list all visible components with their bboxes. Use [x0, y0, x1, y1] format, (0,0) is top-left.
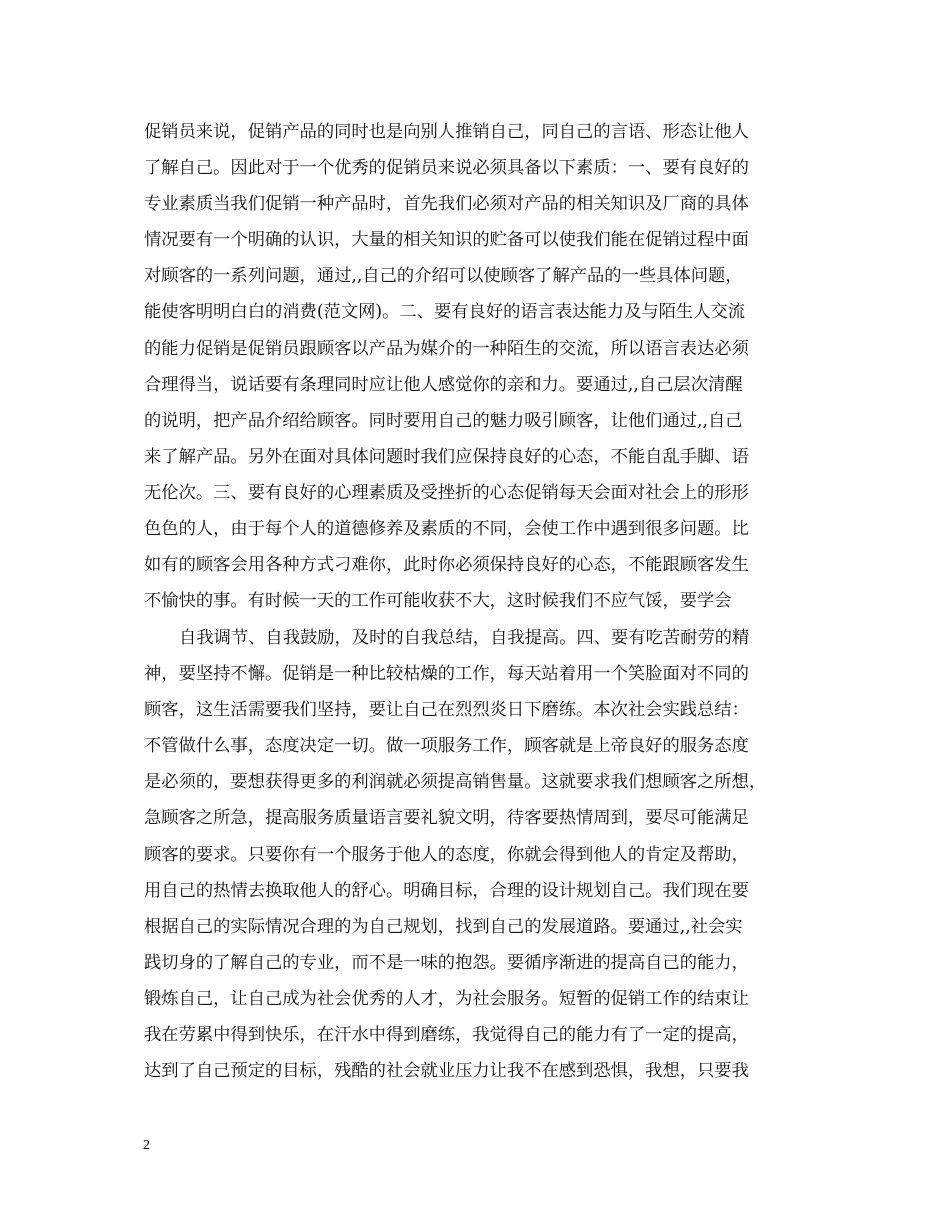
text-line: 锻炼自己，让自己成为社会优秀的人才，为社会服务。短暂的促销工作的结束让 [144, 988, 749, 1009]
text-line: 不管做什么事，态度决定一切。做一项服务工作，顾客就是上帝良好的服务态度 [144, 736, 749, 757]
paragraph-2 [144, 620, 814, 1089]
text-line: 的说明，把产品介绍给顾客。同时要用自己的魅力吸引顾客，让他们通过,,自己 [144, 410, 743, 431]
text-line: 达到了自己预定的目标，残酷的社会就业压力让我不在感到恐惧，我想，只要我 [144, 1061, 749, 1082]
text-line: 是必须的，要想获得更多的利润就必须提高销售量。这就要求我们想顾客之所想， [144, 772, 767, 793]
text-line: 践切身的了解自己的专业，而不是一味的抱怨。要循序渐进的提高自己的能力， [144, 952, 749, 973]
text-line: 色色的人，由于每个人的道德修养及素质的不同，会使工作中遇到很多问题。比 [144, 519, 749, 540]
text-line: 了解自己。因此对于一个优秀的促销员来说必须具备以下素质：一、要有良好的 [144, 158, 749, 179]
text-line: 急顾客之所急，提高服务质量语言要礼貌文明，待客要热情周到，要尽可能满足 [144, 808, 749, 829]
text-line: 不愉快的事。有时候一天的工作可能收获不大，这时候我们不应气馁，要学会 [144, 591, 732, 612]
text-line: 用自己的热情去换取他人的舒心。明确目标，合理的设计规划自己。我们现在要 [144, 880, 749, 901]
text-line-indented: 自我调节、自我鼓励，及时的自我总结，自我提高。四、要有吃苦耐劳的精 [179, 628, 750, 648]
text-line: 无伦次。三、要有良好的心理素质及受挫折的心态促销每天会面对社会上的形形 [144, 482, 749, 503]
text-line: 顾客，这生活需要我们坚持，要让自己在烈烈炎日下磨练。本次社会实践总结： [144, 700, 749, 721]
text-line: 对顾客的一系列问题，通过,,自己的介绍可以使顾客了解产品的一些具体问题， [144, 266, 743, 287]
text-line: 根据自己的实际情况合理的为自己规划，找到自己的发展道路。要通过,,社会实 [144, 916, 743, 937]
text-line: 合理得当，说话要有条理同时应让他人感觉你的亲和力。要通过,,自己层次清醒 [144, 374, 743, 395]
text-line: 情况要有一个明确的认识，大量的相关知识的贮备可以使我们能在促销过程中面 [144, 230, 749, 251]
text-line: 促销员来说，促销产品的同时也是向别人推销自己，同自己的言语、形态让他人 [144, 122, 749, 142]
text-line: 的能力促销是促销员跟顾客以产品为媒介的一种陌生的交流，所以语言表达必须 [144, 338, 749, 359]
text-line: 如有的顾客会用各种方式刁难你，此时你必须保持良好的心态，不能跟顾客发生 [144, 555, 749, 576]
paragraph-1 [144, 114, 814, 619]
text-line: 来了解产品。另外在面对具体问题时我们应保持良好的心态，不能自乱手脚、语 [144, 446, 749, 467]
text-line: 我在劳累中得到快乐，在汗水中得到磨练，我觉得自己的能力有了一定的提高， [144, 1025, 749, 1046]
text-line: 顾客的要求。只要你有一个服务于他人的态度，你就会得到他人的肯定及帮助， [144, 844, 749, 865]
text-line: 神，要坚持不懈。促销是一种比较枯燥的工作，每天站着用一个笑脸面对不同的 [144, 664, 749, 685]
page-number: 2 [143, 1138, 150, 1153]
text-line: 专业素质当我们促销一种产品时，首先我们必须对产品的相关知识及厂商的具体 [144, 194, 749, 215]
text-line: 能使客明明白白的消费(范文网)。二、要有良好的语言表达能力及与陌生人交流 [144, 302, 746, 323]
